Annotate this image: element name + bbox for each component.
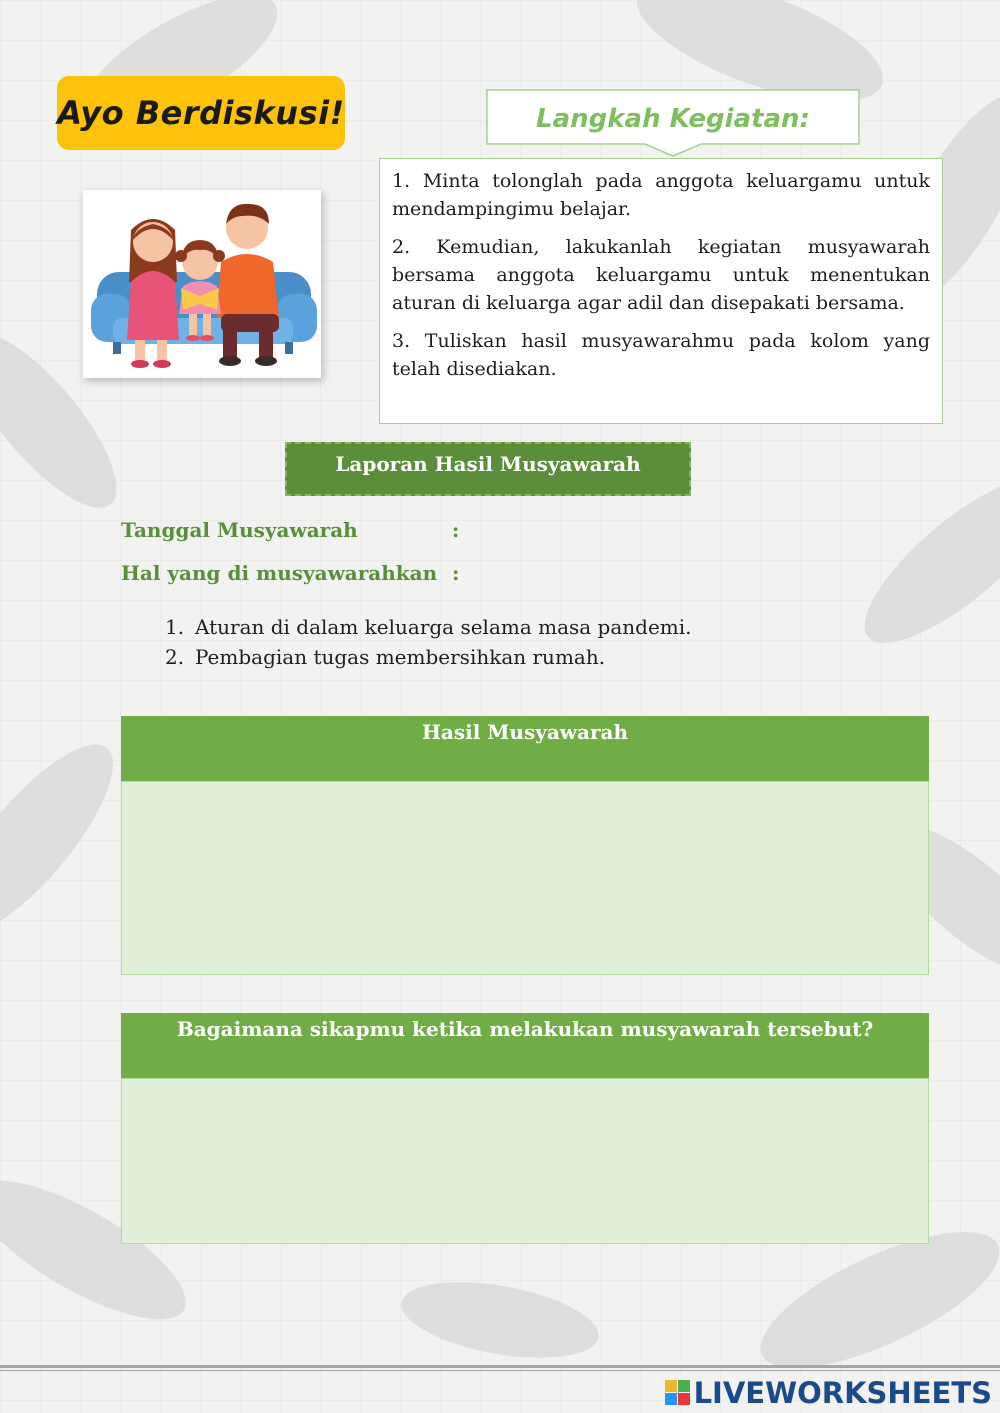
- list-item: 1. Aturan di dalam keluarga selama masa pandemi.: [165, 615, 692, 639]
- attitude-answer-field[interactable]: [121, 1078, 929, 1244]
- topic-list: [165, 612, 692, 672]
- family-illustration-frame: [83, 190, 321, 378]
- topic-label: Hal yang di musyawarahkan: [121, 561, 438, 585]
- report-title: Laporan Hasil Musyawarah: [285, 442, 691, 496]
- footer-divider-thin: [0, 1370, 1000, 1371]
- date-colon: :: [452, 518, 460, 542]
- step-3: 3. Tuliskan hasil musyawarahmu pada kolom yang telah disediakan.: [392, 330, 930, 380]
- liveworksheets-logo: [665, 1375, 992, 1411]
- steps-title: Langkah Kegiatan:: [536, 104, 810, 134]
- step-1: 1. Minta tolonglah pada anggota keluargamu untuk mendampingimu belajar.: [392, 170, 930, 220]
- activity-badge: Ayo Berdiskusi!: [57, 76, 345, 150]
- footer-divider: [0, 1365, 1000, 1368]
- family-illustration: [83, 190, 321, 378]
- attitude-box-title: Bagaimana sikapmu ketika melakukan musyawarah tersebut?: [121, 1013, 929, 1078]
- step-2: 2. Kemudian, lakukanlah kegiatan musyawarah bersama anggota keluargamu untuk menentukan aturan di keluarga agar adil dan disepakati bersama.: [392, 236, 930, 314]
- list-item: 2. Pembagian tugas membersihkan rumah.: [165, 645, 606, 669]
- brand-text: LIVEWORKSHEETS: [693, 1376, 992, 1410]
- date-label: Tanggal Musyawarah: [121, 518, 358, 542]
- topic-colon: :: [452, 561, 460, 585]
- result-answer-field[interactable]: [121, 781, 929, 975]
- liveworksheets-icon: [665, 1380, 691, 1406]
- result-box-title: Hasil Musyawarah: [121, 716, 929, 781]
- steps-box: [379, 158, 943, 424]
